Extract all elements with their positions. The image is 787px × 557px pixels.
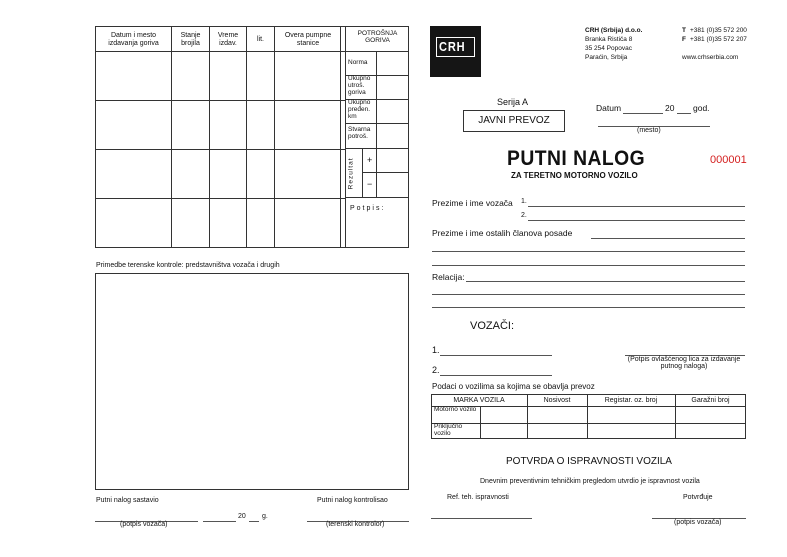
header-meter: Stanje brojila: [180, 32, 201, 47]
cert-ref: Ref. teh. ispravnosti: [447, 494, 509, 501]
company-name: CRH (Srbija) d.o.o.: [585, 27, 643, 34]
vehicles-label: Podaci o vozilima sa kojima se obavlja prevoz: [432, 382, 595, 391]
driver-name-label: Prezime i ime vozača: [432, 198, 513, 208]
company-city: 35 254 Popovac: [585, 45, 632, 52]
company-place: Paraćin, Srbija: [585, 54, 628, 61]
route-input-3[interactable]: [432, 307, 745, 308]
route-input-2[interactable]: [432, 294, 745, 295]
company-phone: +381 (0)35 572 200: [690, 27, 747, 34]
controlled-label: Putni nalog kontrolisao: [317, 497, 388, 504]
signature-label: Potpis:: [350, 205, 386, 212]
crew-input-1[interactable]: [591, 238, 745, 239]
authority-sig-caption: (Potpis ovlašćenog lica za izdavanje putnog naloga): [627, 356, 741, 371]
vehicle-header-garage: Garažni broj: [691, 397, 730, 404]
remarks-label: Primedbe terenske kontrole: predstavništva vozača i drugih: [96, 262, 280, 269]
vehicle-row-motor: Motorno vozilo: [434, 406, 477, 413]
document-title: PUTNI NALOG: [507, 147, 646, 170]
crew-input-3[interactable]: [432, 265, 745, 266]
consumption-total-fuel: Ukupno utroš. goriva: [348, 75, 371, 96]
cert-title: POTVRDA O ISPRAVNOSTI VOZILA: [506, 456, 672, 467]
header-liters: lit.: [257, 36, 264, 43]
date-label: Datum: [596, 103, 622, 113]
transport-type: JAVNI PREVOZ: [463, 110, 565, 132]
company-web: www.crhserbia.com: [682, 54, 739, 61]
year-suffix: g.: [262, 513, 268, 520]
cert-confirm: Potvrđuje: [683, 494, 713, 501]
date-year-prefix: 20: [665, 103, 675, 113]
drivers-heading: VOZAČI:: [470, 320, 515, 332]
company-street: Branka Rističa 8: [585, 36, 633, 43]
remarks-box[interactable]: [95, 273, 409, 490]
date-day-line[interactable]: [203, 521, 236, 522]
document-number: 000001: [710, 154, 747, 166]
date-year-suffix: god.: [693, 103, 710, 113]
controller-sig-caption: (terenski kontrolor): [326, 521, 385, 528]
header-consumption: POTROŠNJA GORIVA: [357, 30, 398, 44]
vehicle-row-trailer: Priključno vozilo: [434, 423, 463, 437]
date-year-line[interactable]: [677, 113, 691, 114]
sig-driver-1-number: 1.: [432, 345, 440, 355]
sig-driver-2-line[interactable]: [440, 375, 552, 376]
place-caption: (mesto): [637, 127, 661, 134]
vehicle-header-capacity: Nosivost: [543, 397, 571, 404]
fax-label: F: [682, 36, 686, 43]
cert-ref-line[interactable]: [431, 518, 532, 519]
result-plus: +: [367, 155, 373, 165]
issued-label: Putni nalog sastavio: [96, 497, 159, 504]
driver-2-number: 2.: [521, 212, 527, 219]
company-fax: +381 (0)35 572 207: [690, 36, 747, 43]
sig-driver-1-line[interactable]: [440, 355, 552, 356]
phone-label: T: [682, 27, 686, 34]
vehicle-header-brand: MARKA VOZILA: [453, 397, 505, 404]
route-label: Relacija:: [432, 272, 465, 282]
year-line[interactable]: [249, 521, 259, 522]
vehicle-header-reg: Registar. oz. broj: [604, 397, 658, 404]
consumption-norm: Norma: [348, 59, 368, 66]
header-time: Vreme izdav.: [217, 32, 239, 47]
consumption-total-km: Ukupno pređen. km: [348, 99, 371, 120]
date-input-line[interactable]: [623, 113, 663, 114]
crh-logo: CRH: [430, 26, 481, 77]
header-station: Overa pumpne stanice: [284, 32, 332, 47]
route-input-1[interactable]: [466, 281, 745, 282]
crew-label: Prezime i ime ostalih članova posade: [432, 228, 573, 238]
result-label: Rezultat: [347, 157, 355, 190]
header-date-place: Datum i mesto izdavanja goriva: [108, 32, 159, 47]
driver-1-input[interactable]: [528, 206, 745, 207]
driver-1-number: 1.: [521, 198, 527, 205]
sig-driver-2-number: 2.: [432, 365, 440, 375]
driver-2-input[interactable]: [528, 220, 745, 221]
consumption-actual: Stvarna potroš.: [348, 126, 371, 140]
series-label: Serija A: [497, 97, 529, 107]
driver-sig-caption: (potpis vozača): [120, 521, 168, 528]
document-subtitle: ZA TERETNO MOTORNO VOZILO: [511, 171, 638, 180]
cert-driver-sig: (potpis vozača): [674, 519, 722, 526]
crew-input-2[interactable]: [432, 251, 745, 252]
year-prefix: 20: [238, 513, 246, 520]
result-minus: −: [367, 179, 373, 189]
cert-text: Dnevnim preventivnim tehničkim pregledom utvrdio je ispravnost vozila: [480, 478, 700, 485]
